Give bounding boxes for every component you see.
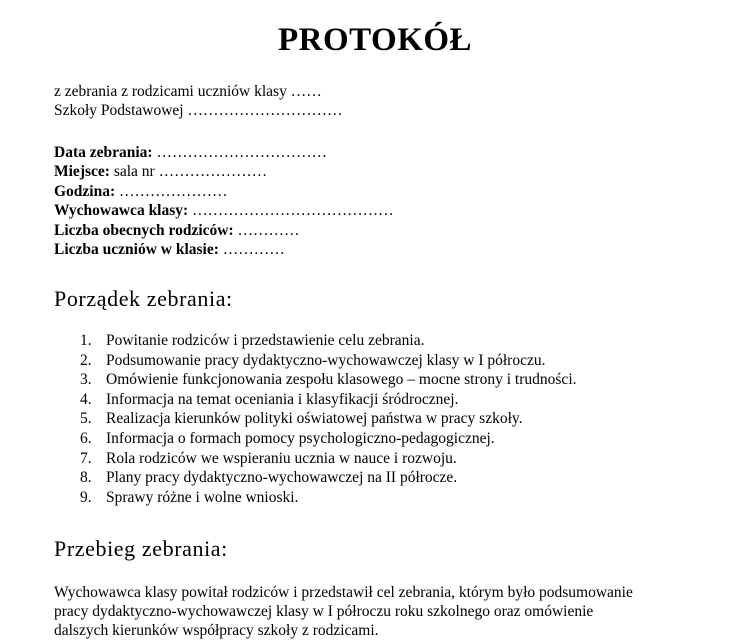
meeting-details bbox=[54, 143, 394, 259]
intro-block bbox=[54, 82, 342, 120]
agenda-item bbox=[80, 409, 577, 429]
agenda-item-text: Podsumowanie pracy dydaktyczno-wychowawczej klasy w I półroczu. bbox=[106, 351, 546, 369]
agenda-item-number: 6. bbox=[80, 429, 92, 447]
agenda-item-number: 5. bbox=[80, 410, 92, 428]
meta-value: …………………………… bbox=[152, 144, 327, 161]
agenda-item-text: Plany pracy dydaktyczno-wychowawczej na II półrocze. bbox=[106, 469, 458, 487]
meta-row-students bbox=[54, 240, 394, 259]
agenda-item-text: Omówienie funkcjonowania zespołu klasowego – mocne strony i trudności. bbox=[106, 371, 577, 389]
proceedings-paragraph bbox=[54, 583, 734, 641]
meta-row-date bbox=[54, 143, 394, 162]
agenda-item-number: 4. bbox=[80, 390, 92, 408]
meta-label: Liczba obecnych rodziców: bbox=[54, 221, 234, 239]
agenda-item-number: 2. bbox=[80, 351, 92, 369]
agenda-item bbox=[80, 390, 577, 410]
agenda-item-number: 7. bbox=[80, 449, 92, 467]
agenda-item-number: 1. bbox=[80, 332, 92, 349]
meta-row-time bbox=[54, 182, 394, 201]
meta-value: ………… bbox=[233, 221, 300, 239]
agenda-item-text: Informacja o formach pomocy psychologiczno-pedagogicznej. bbox=[106, 429, 495, 447]
meta-row-place bbox=[54, 162, 394, 181]
meta-label: Liczba uczniów w klasie: bbox=[54, 241, 219, 259]
agenda-item bbox=[80, 370, 577, 390]
meta-row-teacher bbox=[54, 201, 394, 220]
proceedings-line: Wychowawca klasy powitał rodziców i przedstawił cel zebrania, którym było podsumowanie bbox=[54, 584, 633, 601]
proceedings-heading: Przebieg zebrania: bbox=[54, 536, 228, 561]
agenda-item bbox=[80, 429, 577, 449]
document-title: PROTOKÓŁ bbox=[277, 22, 473, 58]
agenda-item-text: Realizacja kierunków polityki oświatowej państwa w pracy szkoły. bbox=[106, 410, 523, 428]
agenda-item-number: 8. bbox=[80, 469, 92, 487]
agenda-item-text: Powitanie rodziców i przedstawienie celu zebrania. bbox=[106, 332, 425, 349]
meta-value: ………………………………… bbox=[188, 202, 394, 220]
agenda-heading: Porządek zebrania: bbox=[54, 286, 233, 311]
meta-label: Data zebrania: bbox=[54, 144, 153, 161]
intro-line-class: z zebrania z rodzicami uczniów klasy …… bbox=[54, 83, 322, 100]
agenda-item-text: Informacja na temat oceniania i klasyfikacji śródrocznej. bbox=[106, 390, 459, 408]
agenda-item bbox=[80, 488, 577, 508]
proceedings-line: dalszych kierunków współpracy szkoły z rodzicami. bbox=[54, 622, 379, 640]
agenda-item-text: Rola rodziców we wspieraniu ucznia w nauce i rozwoju. bbox=[106, 449, 457, 467]
agenda-item bbox=[80, 468, 577, 488]
intro-line-school: Szkoły Podstawowej ………………………… bbox=[54, 102, 343, 119]
agenda-item bbox=[80, 331, 577, 351]
meta-label: Godzina: bbox=[54, 182, 116, 200]
meta-value: ………… bbox=[218, 241, 285, 259]
agenda-item bbox=[80, 449, 577, 469]
meta-label: Miejsce: bbox=[54, 163, 110, 181]
meta-row-parents bbox=[54, 221, 394, 240]
agenda-item bbox=[80, 351, 577, 371]
meta-value: ………………… bbox=[115, 182, 228, 200]
proceedings-line: pracy dydaktyczno-wychowawczej klasy w I półroczu roku szkolnego oraz omówienie bbox=[54, 603, 594, 621]
meta-value: sala nr ………………… bbox=[109, 163, 268, 181]
agenda-item-number: 9. bbox=[80, 488, 92, 506]
meta-label: Wychowawca klasy: bbox=[54, 202, 189, 220]
agenda-list bbox=[80, 331, 577, 507]
agenda-item-number: 3. bbox=[80, 371, 92, 389]
agenda-item-text: Sprawy różne i wolne wnioski. bbox=[106, 488, 299, 506]
